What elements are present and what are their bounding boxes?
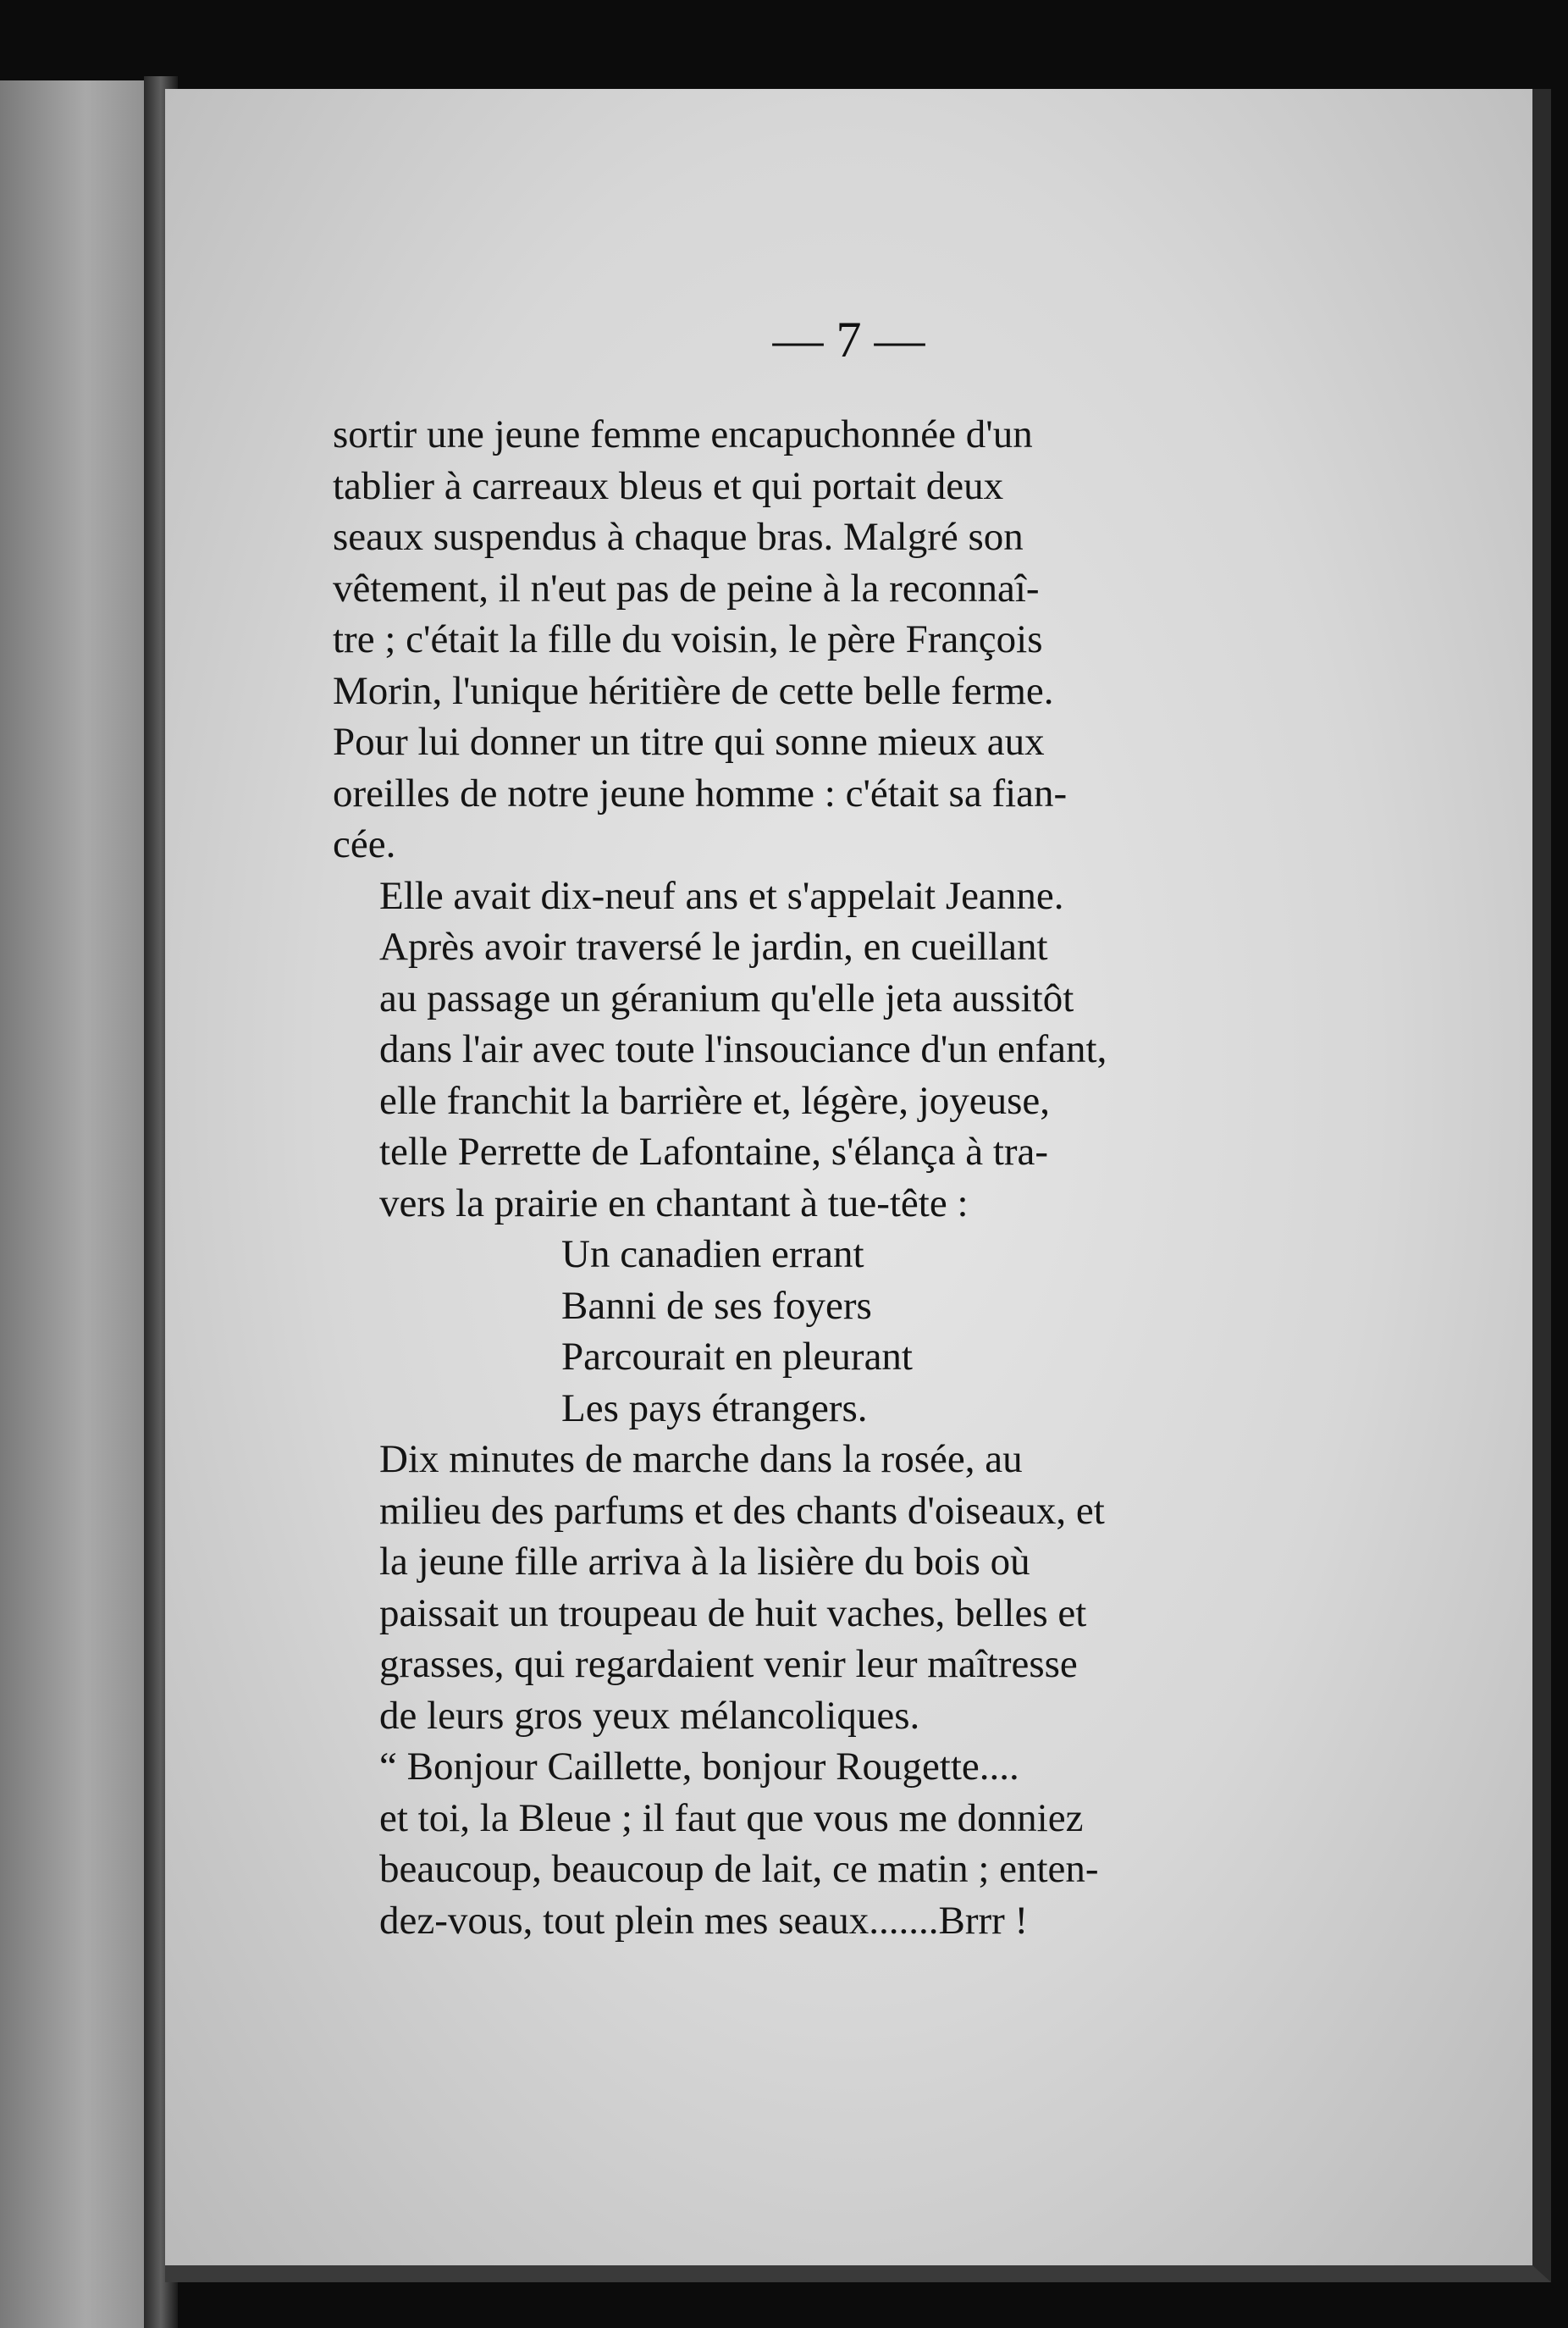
song-verse — [561, 1229, 1264, 1434]
text-line: Elle avait dix-neuf ans et s'appelait Jeanne. — [379, 873, 1064, 918]
text-line: elle franchit la barrière et, légère, joyeuse, — [379, 1078, 1051, 1123]
verse-line: Banni de ses foyers — [561, 1283, 872, 1328]
verse-line: Les pays étrangers. — [561, 1385, 868, 1430]
book-page — [165, 89, 1551, 2282]
text-line: vers la prairie en chantant à tue-tête : — [379, 1181, 969, 1225]
text-line: dez-vous, tout plein mes seaux.......Brrr ! — [379, 1898, 1029, 1943]
text-line: Dix minutes de marche dans la rosée, au — [379, 1437, 1023, 1481]
page-number: — 7 — — [772, 312, 925, 368]
paragraph — [333, 1741, 1264, 1946]
text-line: “ Bonjour Caillette, bonjour Rougette.... — [379, 1745, 1019, 1789]
text-line: au passage un géranium qu'elle jeta aussitôt — [379, 976, 1074, 1020]
text-line: milieu des parfums et des chants d'oiseaux, et — [379, 1488, 1105, 1533]
text-line: dans l'air avec toute l'insouciance d'un enfant, — [379, 1027, 1107, 1071]
verse-line: Parcourait en pleurant — [561, 1335, 913, 1379]
body-text — [333, 409, 1264, 1946]
text-line: cée. — [333, 822, 396, 866]
text-line: la jeune fille arriva à la lisière du bois où — [379, 1540, 1030, 1584]
text-line: tre ; c'était la fille du voisin, le père François — [333, 617, 1043, 661]
text-line: beaucoup, beaucoup de lait, ce matin ; enten- — [379, 1847, 1099, 1891]
text-line: Pour lui donner un titre qui sonne mieux aux — [333, 720, 1045, 764]
text-line: vêtement, il n'eut pas de peine à la reconnaî- — [333, 566, 1040, 611]
text-line: Après avoir traversé le jardin, en cueillant — [379, 925, 1048, 969]
text-line: oreilles de notre jeune homme : c'était sa fian- — [333, 771, 1068, 816]
text-line: seaux suspendus à chaque bras. Malgré son — [333, 515, 1024, 559]
text-line: grasses, qui regardaient venir leur maîtresse — [379, 1642, 1078, 1686]
paragraph — [333, 1434, 1264, 1741]
paragraph — [333, 871, 1264, 922]
text-line: telle Perrette de Lafontaine, s'élança à tra- — [379, 1130, 1049, 1174]
text-line: Morin, l'unique héritière de cette belle ferme. — [333, 668, 1054, 713]
facing-page-edge — [0, 80, 157, 2328]
text-line: et toi, la Bleue ; il faut que vous me donniez — [379, 1795, 1084, 1840]
text-line: tablier à carreaux bleus et qui portait deux — [333, 463, 1004, 508]
paragraph — [333, 409, 1264, 871]
text-line: paissait un troupeau de huit vaches, belles et — [379, 1590, 1087, 1635]
verse-line: Un canadien errant — [561, 1232, 864, 1276]
text-line: sortir une jeune femme encapuchonnée d'un — [333, 412, 1033, 456]
text-line: de leurs gros yeux mélancoliques. — [379, 1693, 920, 1738]
paragraph — [333, 921, 1264, 1229]
